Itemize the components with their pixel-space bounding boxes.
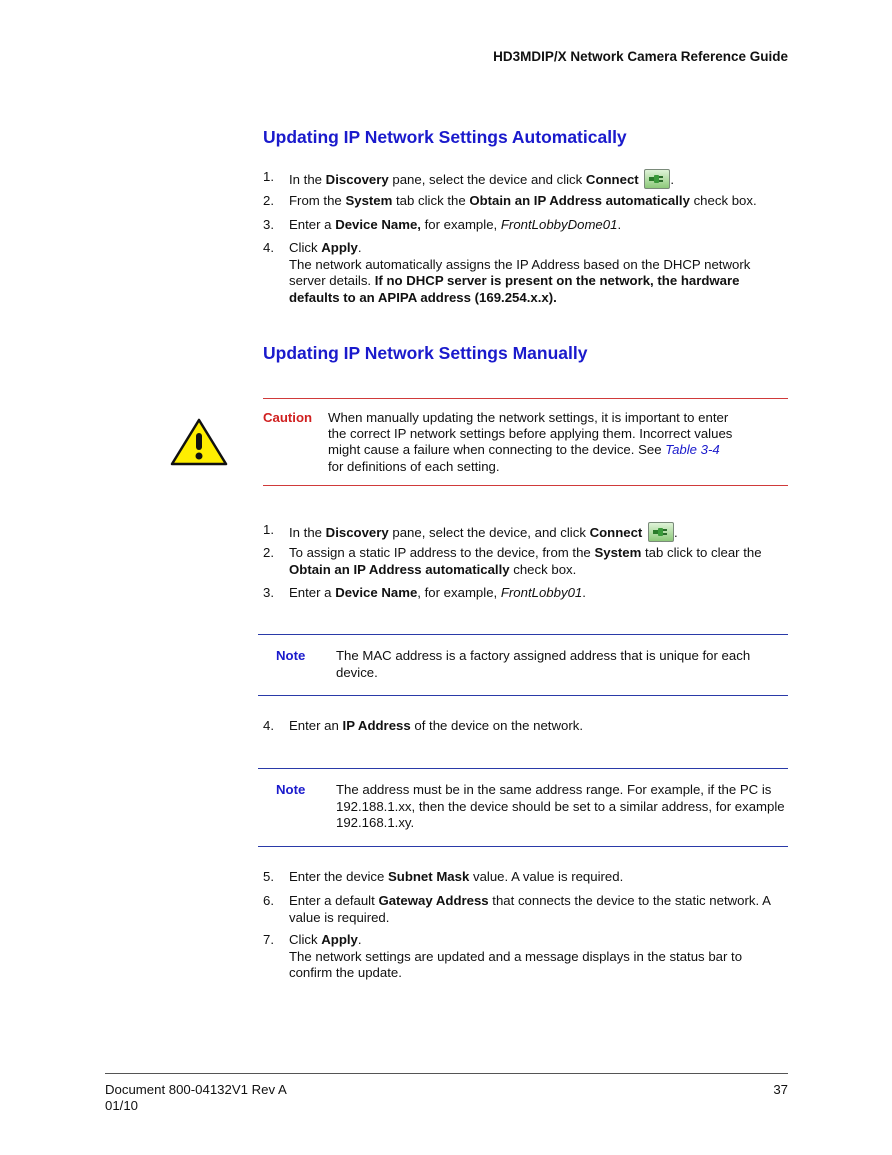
caution-top-rule — [263, 398, 788, 399]
step-bold: Obtain an IP Address automatically — [289, 561, 510, 577]
step-number: 5. — [263, 869, 274, 884]
step-number: 7. — [263, 932, 274, 947]
step-number: 1. — [263, 169, 274, 184]
step-text: In the — [289, 525, 326, 540]
step-bold: System — [594, 545, 642, 560]
list-item — [263, 193, 788, 210]
step-number: 2. — [263, 193, 274, 208]
step-text: of the device on the network. — [410, 718, 583, 733]
step-text: check box. — [689, 193, 757, 208]
step-bold: Discovery — [325, 172, 389, 187]
step-text: Click — [289, 932, 322, 947]
step-text: To assign a static IP address to the device, from the — [289, 545, 595, 560]
note-top-rule — [258, 634, 788, 635]
list-item — [263, 932, 788, 982]
step-text: check box. — [509, 561, 577, 577]
step-text: . — [357, 240, 362, 255]
caution-body: for definitions of each setting. — [328, 458, 500, 474]
step-bold: Connect — [589, 525, 643, 540]
step-text: The network automatically assigns the IP Address based on the DHCP network server details. — [289, 256, 751, 288]
note-text: The MAC address is a factory assigned address that is unique for each device. — [336, 648, 751, 680]
step-text: Enter the device — [289, 869, 388, 884]
footer-document-info — [105, 1082, 287, 1113]
list-item — [263, 545, 788, 578]
step-text: that connects the device to the static network. A value is required. — [289, 893, 771, 925]
step-bold: Gateway Address — [378, 893, 489, 908]
connect-plug-icon — [648, 522, 674, 542]
step-bold: IP Address — [342, 718, 411, 733]
list-item — [263, 522, 788, 542]
step-number: 4. — [263, 718, 274, 733]
step-text: . — [617, 217, 622, 232]
caution-body: When manually updating the network settings, it is important to enter the correct IP network settings before applying them. Incorrect values might cause a failure when connecting to the device. See — [328, 410, 733, 458]
page-number: 37 — [773, 1082, 788, 1097]
step-italic: FrontLobby01 — [500, 585, 583, 600]
step-text: From the — [289, 193, 346, 208]
step-number: 2. — [263, 545, 274, 560]
caution-label: Caution — [263, 410, 313, 425]
step-text: , for example, — [417, 585, 501, 600]
step-number: 4. — [263, 240, 274, 255]
step-text: . — [670, 172, 675, 187]
step-text: tab click to clear the — [641, 545, 762, 560]
step-text: Enter an — [289, 718, 343, 733]
caution-bottom-rule — [263, 485, 788, 486]
note-bottom-rule — [258, 846, 788, 847]
step-bold: Device Name — [335, 585, 418, 600]
step-text: Enter a default — [289, 893, 379, 908]
list-item — [263, 585, 788, 602]
step-text: The network settings are updated and a message displays in the status bar to confirm the update. — [289, 948, 743, 980]
step-text: value. A value is required. — [469, 869, 624, 884]
note-text: The address must be in the same address range. For example, if the PC is 192.188.1.xx, then the device should be set to a similar address, for example 192.168.1.xy. — [336, 782, 785, 830]
step-text: Click — [289, 240, 322, 255]
list-item — [263, 718, 788, 735]
list-item — [263, 893, 788, 926]
step-bold: Device Name, — [335, 217, 421, 232]
step-number: 6. — [263, 893, 274, 908]
step-text: for example, — [420, 217, 501, 232]
step-number: 3. — [263, 585, 274, 600]
step-text: tab click the — [392, 193, 470, 208]
step-text: . — [674, 525, 678, 540]
step-italic: FrontLobbyDome01 — [500, 217, 618, 232]
connect-plug-icon — [644, 169, 670, 189]
step-bold: System — [345, 193, 393, 208]
note-bottom-rule — [258, 695, 788, 696]
step-text: Enter a — [289, 217, 336, 232]
header-title: HD3MDIP/X Network Camera Reference Guide — [493, 49, 788, 64]
step-text: pane, select the device, and click — [388, 525, 590, 540]
step-bold: Discovery — [325, 525, 389, 540]
note-top-rule — [258, 768, 788, 769]
caution-text — [328, 410, 748, 475]
step-text: . — [357, 932, 362, 947]
step-bold: Subnet Mask — [387, 869, 470, 884]
document-date: 01/10 — [105, 1097, 139, 1113]
step-bold: Obtain an IP Address automatically — [469, 193, 690, 208]
step-text: In the — [289, 172, 326, 187]
list-item — [263, 240, 788, 306]
section-heading-automatic: Updating IP Network Settings Automatically — [263, 127, 627, 147]
list-item — [263, 169, 788, 189]
step-bold: Connect — [585, 172, 639, 187]
step-bold: Apply — [321, 932, 358, 947]
step-bold: Apply — [321, 240, 358, 255]
step-number: 1. — [263, 522, 274, 537]
step-text: . — [582, 585, 586, 600]
step-text: Enter a — [289, 585, 336, 600]
warning-triangle-icon — [170, 418, 228, 471]
list-item — [263, 217, 788, 234]
step-text: pane, select the device and click — [388, 172, 586, 187]
footer-rule — [105, 1073, 788, 1074]
list-item — [263, 869, 788, 886]
section-heading-manual: Updating IP Network Settings Manually — [263, 343, 588, 363]
note-label: Note — [276, 782, 306, 797]
note-label: Note — [276, 648, 306, 663]
step-bold: If no DHCP server is present on the network, the hardware defaults to an APIPA address (169.254.x.x). — [289, 273, 740, 305]
table-reference-link[interactable]: Table 3-4 — [665, 442, 720, 458]
step-number: 3. — [263, 217, 274, 232]
document-number: Document 800-04132V1 Rev A — [105, 1082, 287, 1097]
